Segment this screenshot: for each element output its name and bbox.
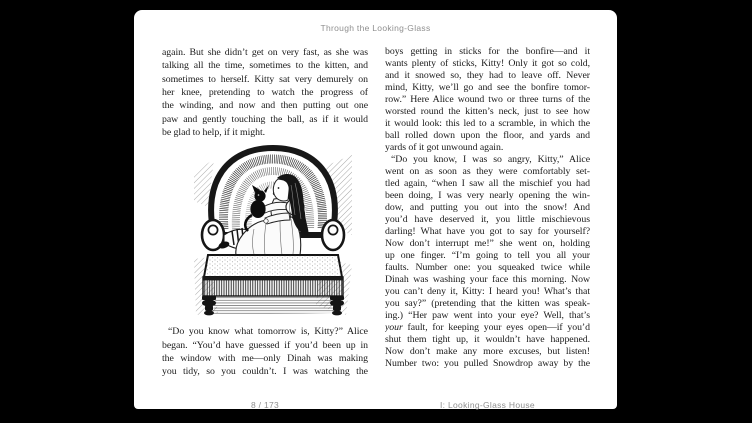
text-line: began. “You’d have guessed if you’d been up in — [162, 339, 368, 351]
text-line: sometimes to herself. Kitty sat very demurely on — [162, 73, 368, 85]
right-text-column — [385, 46, 590, 370]
text-line: it would look: this led to a scramble, in which the — [385, 118, 590, 129]
text-line: row.” Here Alice wound two or three turns of the — [385, 94, 590, 105]
text-line: you say?” (pretending that the kitten was speak- — [385, 298, 590, 309]
left-text-column — [162, 46, 368, 379]
alice-armchair-illustration — [194, 143, 352, 317]
paragraph — [162, 325, 368, 378]
text-line: Number two: you pulled Snowdrop away by the — [385, 358, 590, 369]
text-line: talking all the time, sometimes to the kitten, and — [162, 60, 368, 72]
book-title-header: Through the Looking-Glass — [320, 23, 431, 33]
text-line: faults. Number one: you squeaked twice while — [385, 262, 590, 273]
text-line: the winding, and now and then putting out one — [162, 100, 368, 112]
text-line: you’d have deserved it, you little mischievous — [385, 214, 590, 225]
text-line: be glad to help, if it might. — [162, 126, 266, 138]
text-line: your fault, for keeping your eyes open—if you’d — [385, 322, 590, 333]
text-line: worsted round the kitten’s neck, just to see how — [385, 106, 590, 117]
paragraph — [162, 46, 368, 139]
text-line: up one finger. “I’m going to tell you all your — [385, 250, 590, 261]
text-line: shut them tight up, it wouldn’t have happened. — [385, 334, 590, 345]
text-line: ing.) “Her paw went into your eye? Well, that’s — [385, 310, 590, 321]
text-line: Now don’t interrupt me!” she went on, holding — [385, 238, 590, 249]
text-line: Dinah was washing your face this morning. Now — [385, 274, 590, 285]
text-line: her knee, pretending to watch the progress of — [162, 86, 368, 98]
chapter-indicator: I: Looking-Glass House — [440, 400, 535, 410]
text-line: darling! What have you got to say for yourself? — [385, 226, 590, 237]
text-line: dow, and putting you out into the snow! And — [385, 202, 590, 213]
text-line: mind, Kitty, we’ll go and see the bonfire tomor- — [385, 82, 590, 93]
text-line: boys getting in sticks for the bonfire—and it — [385, 46, 590, 57]
text-line: again. But she didn’t get on very fast, as she was — [162, 47, 368, 58]
text-line: “Do you know, I was so angry, Kitty,” Alice — [391, 154, 590, 165]
text-line: paw and gently touching the ball, as if it would — [162, 113, 368, 125]
text-line: been doing, I was very nearly opening the win- — [385, 190, 590, 201]
text-line: and it snowed so, they had to leave off. Never — [385, 70, 590, 81]
text-line: “Do you know what tomorrow is, Kitty?” Alice — [168, 326, 368, 338]
book-page[interactable] — [134, 10, 617, 409]
text-line: Now don’t make any more excuses, but listen! — [385, 346, 590, 357]
text-line: went on as soon as they were comfortably set- — [385, 166, 590, 177]
page-number-indicator: 8 / 173 — [250, 400, 280, 410]
text-line: the window with me—only Dinah was making — [162, 352, 368, 364]
text-line: you tidy, so you couldn’t. I was watching the — [162, 366, 368, 378]
text-line: you can’t deny it, Kitty: I heard you! What’s that — [385, 286, 590, 297]
text-line: yards of it got unwound again. — [385, 142, 504, 153]
text-line: ball rolled down upon the floor, and yards and — [385, 130, 590, 141]
text-line: tled again, “when I saw all the mischief you had — [385, 178, 590, 189]
text-line: wants plenty of sticks, Kitty! Only it got so cold, — [385, 58, 590, 69]
